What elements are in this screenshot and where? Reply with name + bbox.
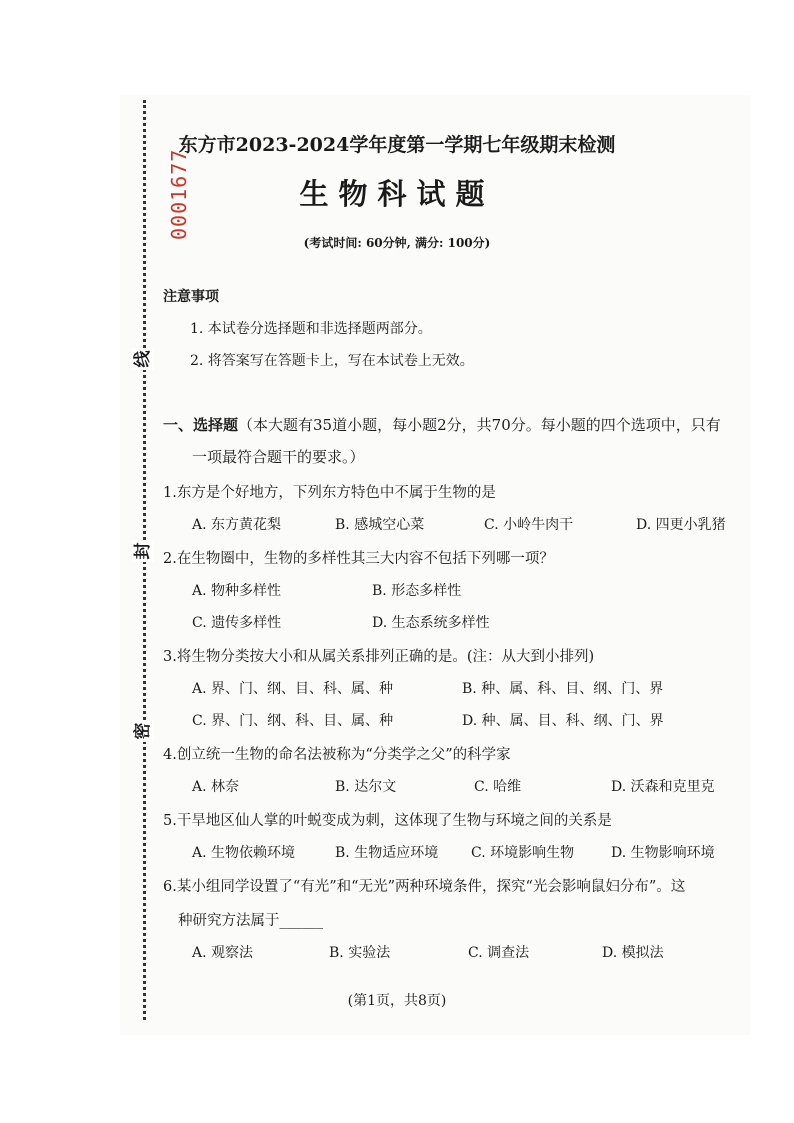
- question-stem-cont: 种研究方法属于______: [178, 913, 323, 929]
- option-a: A. 东方黄花梨: [192, 517, 282, 533]
- option-c: C. 小岭牛肉干: [484, 517, 574, 533]
- option-b: B. 形态多样性: [372, 583, 462, 599]
- section-title: 一、选择题: [163, 416, 239, 434]
- option-a: A. 林奈: [192, 779, 240, 795]
- binding-mark-mi: 密: [132, 720, 154, 742]
- question-stem: 5.干旱地区仙人掌的叶蜕变成为刺，这体现了生物与环境之间的关系是: [163, 813, 612, 829]
- notice-item: 1. 本试卷分选择题和非选择题两部分。: [190, 321, 432, 337]
- option-d: D. 种、属、目、科、纲、门、界: [462, 713, 664, 729]
- option-c: C. 调查法: [468, 945, 530, 961]
- option-b: B. 种、属、科、目、纲、门、界: [462, 681, 664, 697]
- option-c: C. 环境影响生物: [471, 845, 575, 861]
- exam-info: (考试时间: 60分钟, 满分: 100分): [303, 236, 491, 250]
- question-stem: 6.某小组同学设置了“有光”和“无光”两种环境条件，探究“光会影响鼠妇分布”。这: [163, 879, 686, 895]
- page-number: (第1页，共8页): [347, 993, 447, 1009]
- question-stem: 4.创立统一生物的命名法被称为“分类学之父”的科学家: [163, 747, 511, 763]
- option-a: A. 观察法: [192, 945, 254, 961]
- option-c: C. 界、门、纲、科、目、属、种: [192, 713, 394, 729]
- question-stem: 3.将生物分类按大小和从属关系排列正确的是。(注：从大到小排列): [163, 649, 595, 665]
- option-d: D. 模拟法: [602, 945, 664, 961]
- notice-title: 注意事项: [163, 289, 219, 305]
- option-b: B. 生物适应环境: [335, 845, 439, 861]
- option-d: D. 四更小乳猪: [636, 517, 726, 533]
- option-a: A. 生物依赖环境: [192, 845, 296, 861]
- option-d: D. 生态系统多样性: [372, 615, 490, 631]
- option-b: B. 达尔文: [335, 779, 397, 795]
- section-description-cont: 一项最符合题干的要求。）: [192, 448, 365, 466]
- serial-number: 0001677: [167, 148, 191, 240]
- binding-mark-feng: 封: [132, 540, 154, 562]
- notice-item: 2. 将答案写在答题卡上，写在本试卷上无效。: [190, 353, 474, 369]
- option-a: A. 界、门、纲、目、科、属、种: [192, 681, 394, 697]
- exam-title: 东方市2023-2024学年度第一学期七年级期末检测: [178, 134, 616, 156]
- binding-mark-xian: 线: [132, 348, 154, 370]
- option-d: D. 沃森和克里克: [611, 779, 715, 795]
- section-description: （本大题有35道小题，每小题2分，共70分。每小题的四个选项中，只有: [238, 416, 721, 434]
- option-c: C. 哈维: [474, 779, 522, 795]
- option-c: C. 遗传多样性: [192, 615, 282, 631]
- option-d: D. 生物影响环境: [611, 845, 715, 861]
- option-b: B. 感城空心菜: [335, 517, 425, 533]
- option-a: A. 物种多样性: [192, 583, 282, 599]
- question-stem: 1.东方是个好地方，下列东方特色中不属于生物的是: [163, 485, 496, 501]
- option-b: B. 实验法: [329, 945, 391, 961]
- section-heading: [163, 414, 721, 435]
- subject-title: 生物科试题: [299, 177, 495, 211]
- question-stem: 2.在生物圈中，生物的多样性其三大内容不包括下列哪一项？: [163, 551, 554, 567]
